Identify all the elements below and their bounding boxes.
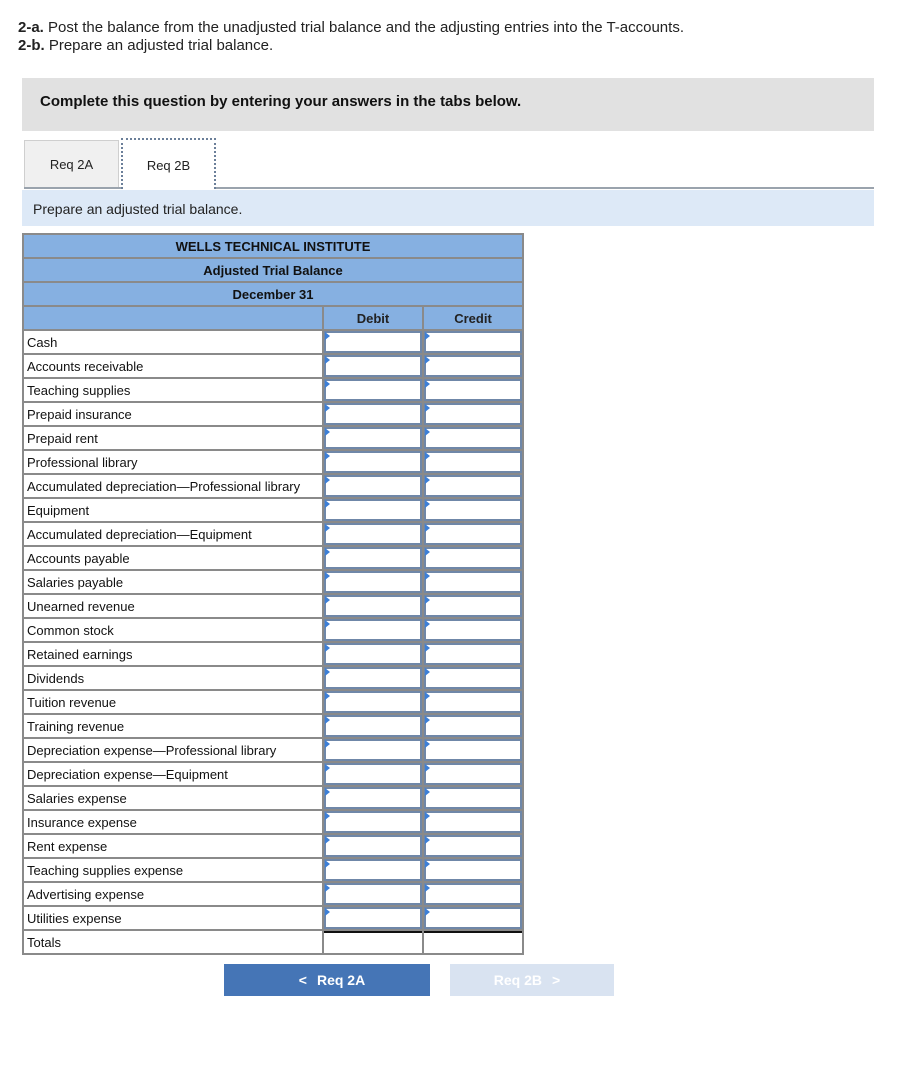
debit-input[interactable]	[326, 357, 420, 375]
totals-row	[23, 930, 523, 954]
prompt-bar	[22, 190, 874, 226]
input-marker-icon	[325, 428, 330, 436]
debit-cell	[323, 738, 423, 762]
debit-cell	[323, 642, 423, 666]
input-marker-icon	[325, 452, 330, 460]
next-button-label: Req 2B	[493, 972, 543, 988]
debit-cell	[323, 882, 423, 906]
total-rule	[324, 931, 422, 933]
credit-input[interactable]	[426, 573, 520, 591]
account-row	[23, 426, 523, 450]
credit-cell	[423, 474, 523, 498]
credit-cell	[423, 618, 523, 642]
credit-cell	[423, 714, 523, 738]
statement-date: December 31	[23, 282, 523, 306]
account-name: Accounts payable	[23, 546, 323, 570]
account-row	[23, 690, 523, 714]
account-name: Cash	[23, 330, 323, 354]
input-marker-icon	[325, 692, 330, 700]
debit-cell	[323, 906, 423, 930]
instruction-2a: 2-a. Post the balance from the unadjusted trial balance and the adjusting entries into the T-accounts.	[18, 19, 684, 36]
account-name: Advertising expense	[23, 882, 323, 906]
credit-input[interactable]	[426, 477, 520, 495]
credit-input[interactable]	[426, 717, 520, 735]
instructions-banner	[22, 78, 874, 131]
credit-header: Credit	[423, 306, 523, 330]
debit-input[interactable]	[326, 573, 420, 591]
account-name: Retained earnings	[23, 642, 323, 666]
account-name: Dividends	[23, 666, 323, 690]
credit-cell	[423, 666, 523, 690]
input-marker-icon	[425, 356, 430, 364]
account-name: Accounts receivable	[23, 354, 323, 378]
input-marker-icon	[325, 380, 330, 388]
debit-cell	[323, 522, 423, 546]
input-marker-icon	[425, 884, 430, 892]
input-marker-icon	[325, 476, 330, 484]
input-marker-icon	[325, 812, 330, 820]
account-name: Salaries payable	[23, 570, 323, 594]
input-marker-icon	[425, 572, 430, 580]
debit-cell	[323, 786, 423, 810]
account-row	[23, 594, 523, 618]
debit-input[interactable]	[326, 669, 420, 687]
input-marker-icon	[325, 764, 330, 772]
debit-header: Debit	[323, 306, 423, 330]
input-marker-icon	[325, 596, 330, 604]
input-marker-icon	[425, 908, 430, 916]
input-marker-icon	[325, 668, 330, 676]
credit-input[interactable]	[426, 501, 520, 519]
account-row	[23, 474, 523, 498]
debit-cell	[323, 450, 423, 474]
debit-cell	[323, 810, 423, 834]
input-marker-icon	[425, 620, 430, 628]
chevron-right-icon: >	[552, 972, 561, 988]
account-column-header	[23, 306, 323, 330]
credit-cell	[423, 882, 523, 906]
credit-cell	[423, 786, 523, 810]
debit-cell	[323, 618, 423, 642]
account-name: Unearned revenue	[23, 594, 323, 618]
debit-cell	[323, 426, 423, 450]
debit-cell	[323, 714, 423, 738]
account-name: Depreciation expense—Equipment	[23, 762, 323, 786]
debit-cell	[323, 690, 423, 714]
adjusted-trial-balance-table	[22, 233, 524, 955]
input-marker-icon	[325, 332, 330, 340]
input-marker-icon	[325, 836, 330, 844]
account-name: Prepaid rent	[23, 426, 323, 450]
input-marker-icon	[425, 692, 430, 700]
debit-cell	[323, 594, 423, 618]
account-row	[23, 330, 523, 354]
account-name: Training revenue	[23, 714, 323, 738]
account-name: Professional library	[23, 450, 323, 474]
input-marker-icon	[425, 380, 430, 388]
input-marker-icon	[325, 524, 330, 532]
account-row	[23, 402, 523, 426]
debit-input[interactable]	[326, 885, 420, 903]
debit-input[interactable]	[326, 525, 420, 543]
account-name: Teaching supplies expense	[23, 858, 323, 882]
account-row	[23, 546, 523, 570]
credit-input[interactable]	[426, 741, 520, 759]
credit-cell	[423, 378, 523, 402]
debit-total-cell	[323, 930, 423, 954]
instruction-2b: 2-b. Prepare an adjusted trial balance.	[18, 37, 274, 54]
debit-input[interactable]	[326, 837, 420, 855]
account-name: Accumulated depreciation—Professional library	[23, 474, 323, 498]
input-marker-icon	[325, 716, 330, 724]
account-row	[23, 642, 523, 666]
account-name: Common stock	[23, 618, 323, 642]
credit-cell	[423, 690, 523, 714]
tab-req-2b[interactable]: Req 2B	[121, 138, 216, 189]
credit-cell	[423, 402, 523, 426]
account-name: Teaching supplies	[23, 378, 323, 402]
input-marker-icon	[425, 764, 430, 772]
input-marker-icon	[425, 644, 430, 652]
account-name: Depreciation expense—Professional library	[23, 738, 323, 762]
credit-input[interactable]	[426, 381, 520, 399]
account-row	[23, 522, 523, 546]
credit-cell	[423, 594, 523, 618]
credit-input[interactable]	[426, 669, 520, 687]
credit-input[interactable]	[426, 909, 520, 927]
input-marker-icon	[425, 860, 430, 868]
input-marker-icon	[325, 908, 330, 916]
input-marker-icon	[325, 572, 330, 580]
debit-input[interactable]	[326, 333, 420, 351]
account-row	[23, 882, 523, 906]
credit-cell	[423, 330, 523, 354]
input-marker-icon	[425, 404, 430, 412]
credit-cell	[423, 546, 523, 570]
debit-input[interactable]	[326, 453, 420, 471]
input-marker-icon	[325, 788, 330, 796]
debit-input[interactable]	[326, 549, 420, 567]
account-row	[23, 834, 523, 858]
input-marker-icon	[425, 812, 430, 820]
credit-cell	[423, 858, 523, 882]
debit-cell	[323, 474, 423, 498]
credit-input[interactable]	[426, 549, 520, 567]
credit-input[interactable]	[426, 765, 520, 783]
debit-input[interactable]	[326, 597, 420, 615]
account-name: Rent expense	[23, 834, 323, 858]
account-name: Salaries expense	[23, 786, 323, 810]
debit-input[interactable]	[326, 621, 420, 639]
debit-cell	[323, 330, 423, 354]
credit-input[interactable]	[426, 885, 520, 903]
account-name: Prepaid insurance	[23, 402, 323, 426]
statement-title: Adjusted Trial Balance	[23, 258, 523, 282]
account-row	[23, 762, 523, 786]
credit-input[interactable]	[426, 789, 520, 807]
credit-cell	[423, 498, 523, 522]
debit-cell	[323, 402, 423, 426]
input-marker-icon	[325, 620, 330, 628]
debit-input[interactable]	[326, 429, 420, 447]
credit-cell	[423, 354, 523, 378]
input-marker-icon	[325, 500, 330, 508]
debit-input[interactable]	[326, 405, 420, 423]
credit-cell	[423, 426, 523, 450]
debit-input[interactable]	[326, 645, 420, 663]
credit-input[interactable]	[426, 813, 520, 831]
account-row	[23, 858, 523, 882]
input-marker-icon	[425, 476, 430, 484]
input-marker-icon	[325, 644, 330, 652]
instructions	[18, 19, 684, 55]
account-row	[23, 450, 523, 474]
credit-input[interactable]	[426, 837, 520, 855]
prev-button-label: Req 2A	[316, 972, 366, 988]
account-row	[23, 618, 523, 642]
debit-input[interactable]	[326, 909, 420, 927]
debit-cell	[323, 354, 423, 378]
input-marker-icon	[425, 548, 430, 556]
input-marker-icon	[425, 428, 430, 436]
input-marker-icon	[425, 740, 430, 748]
credit-input[interactable]	[426, 357, 520, 375]
account-row	[23, 666, 523, 690]
input-marker-icon	[325, 404, 330, 412]
credit-cell	[423, 450, 523, 474]
debit-cell	[323, 498, 423, 522]
account-row	[23, 786, 523, 810]
debit-cell	[323, 858, 423, 882]
account-row	[23, 906, 523, 930]
credit-input[interactable]	[426, 621, 520, 639]
debit-cell	[323, 834, 423, 858]
credit-input[interactable]	[426, 861, 520, 879]
prompt-text: Prepare an adjusted trial balance.	[33, 201, 243, 217]
debit-cell	[323, 378, 423, 402]
debit-input[interactable]	[326, 381, 420, 399]
input-marker-icon	[425, 524, 430, 532]
account-name: Equipment	[23, 498, 323, 522]
account-row	[23, 570, 523, 594]
debit-input[interactable]	[326, 717, 420, 735]
credit-input[interactable]	[426, 333, 520, 351]
credit-cell	[423, 522, 523, 546]
credit-input[interactable]	[426, 429, 520, 447]
input-marker-icon	[425, 596, 430, 604]
tab-req-2a[interactable]: Req 2A	[24, 140, 119, 187]
company-name: WELLS TECHNICAL INSTITUTE	[23, 234, 523, 258]
account-row	[23, 738, 523, 762]
total-rule	[424, 931, 522, 933]
account-row	[23, 714, 523, 738]
credit-total-cell	[423, 930, 523, 954]
prev-tab-button[interactable]	[224, 964, 430, 996]
chevron-left-icon: <	[298, 972, 307, 988]
debit-input[interactable]	[326, 693, 420, 711]
banner-text: Complete this question by entering your answers in the tabs below.	[40, 93, 522, 110]
input-marker-icon	[425, 788, 430, 796]
input-marker-icon	[425, 332, 430, 340]
input-marker-icon	[425, 836, 430, 844]
debit-cell	[323, 666, 423, 690]
account-row	[23, 378, 523, 402]
account-row	[23, 810, 523, 834]
credit-input[interactable]	[426, 453, 520, 471]
credit-input[interactable]	[426, 693, 520, 711]
totals-label: Totals	[23, 930, 323, 954]
debit-input[interactable]	[326, 741, 420, 759]
credit-input[interactable]	[426, 645, 520, 663]
next-tab-button[interactable]	[450, 964, 614, 996]
credit-cell	[423, 762, 523, 786]
input-marker-icon	[325, 860, 330, 868]
account-row	[23, 498, 523, 522]
debit-input[interactable]	[326, 501, 420, 519]
credit-cell	[423, 810, 523, 834]
debit-input[interactable]	[326, 861, 420, 879]
debit-cell	[323, 546, 423, 570]
account-name: Utilities expense	[23, 906, 323, 930]
input-marker-icon	[325, 740, 330, 748]
credit-input[interactable]	[426, 525, 520, 543]
input-marker-icon	[425, 668, 430, 676]
credit-input[interactable]	[426, 405, 520, 423]
debit-input[interactable]	[326, 765, 420, 783]
account-name: Insurance expense	[23, 810, 323, 834]
input-marker-icon	[325, 356, 330, 364]
input-marker-icon	[425, 716, 430, 724]
account-name: Tuition revenue	[23, 690, 323, 714]
credit-input[interactable]	[426, 597, 520, 615]
debit-cell	[323, 762, 423, 786]
debit-input[interactable]	[326, 813, 420, 831]
account-name: Accumulated depreciation—Equipment	[23, 522, 323, 546]
input-marker-icon	[325, 548, 330, 556]
credit-cell	[423, 738, 523, 762]
credit-cell	[423, 570, 523, 594]
input-marker-icon	[425, 500, 430, 508]
credit-cell	[423, 906, 523, 930]
account-row	[23, 354, 523, 378]
credit-cell	[423, 642, 523, 666]
input-marker-icon	[425, 452, 430, 460]
credit-cell	[423, 834, 523, 858]
debit-cell	[323, 570, 423, 594]
debit-input[interactable]	[326, 477, 420, 495]
tab-bar	[24, 140, 874, 190]
input-marker-icon	[325, 884, 330, 892]
debit-input[interactable]	[326, 789, 420, 807]
